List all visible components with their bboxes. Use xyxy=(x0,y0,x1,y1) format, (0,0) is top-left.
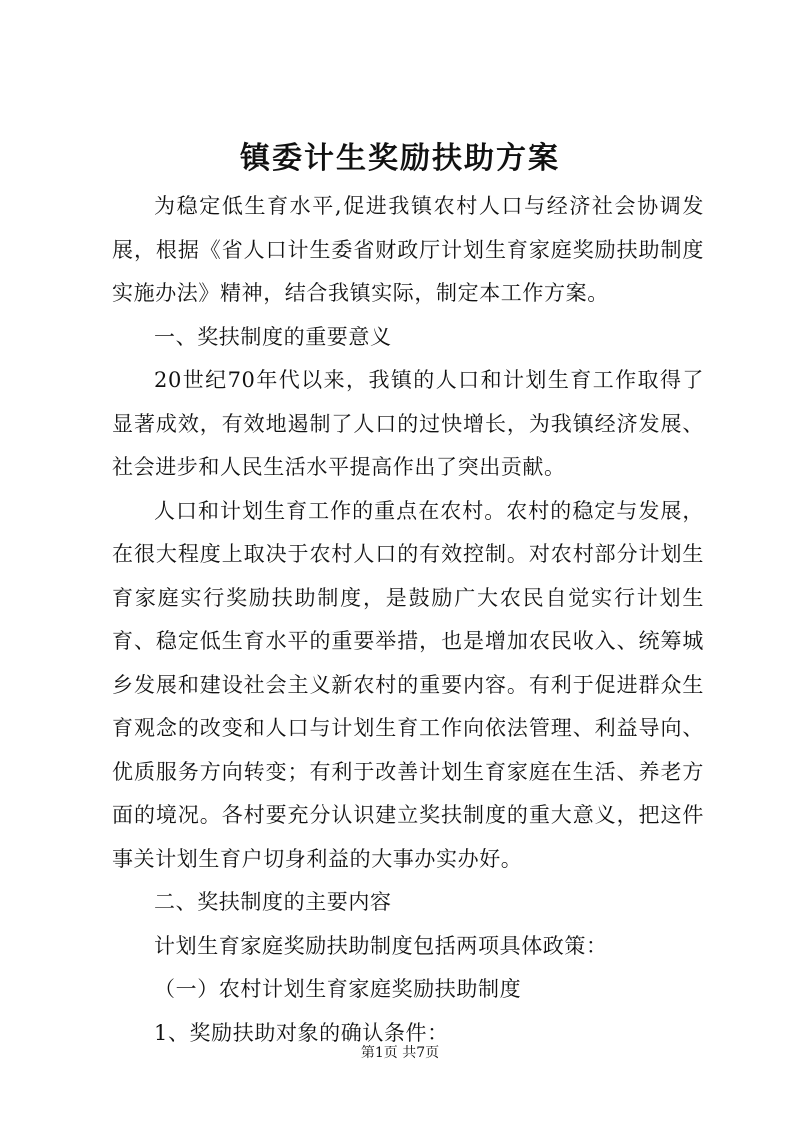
intro-paragraph: 为稳定低生育水平,促进我镇农村人口与经济社会协调发展，根据《省人口计生委省财政厅计划生育家庭奖励扶助制度实施办法》精神，结合我镇实际，制定本工作方案。 xyxy=(112,194,704,305)
document-body xyxy=(112,185,704,1055)
document-title: 镇委计生奖励扶助方案 xyxy=(240,141,560,176)
policy-overview-paragraph: 计划生育家庭奖励扶助制度包括两项具体政策： xyxy=(154,933,608,958)
subsection-heading-rural-reward: （一）农村计划生育家庭奖励扶助制度 xyxy=(154,977,522,1001)
rural-focus-paragraph: 人口和计划生育工作的重点在农村。农村的稳定与发展，在很大程度上取决于农村人口的有效控制。对农村部分计划生育家庭实行奖励扶助制度，是鼓励广大农民自觉实行计划生育、稳定低生育水平的重要举措，也是增加农民收入、统筹城乡发展和建设社会主义新农村的重要内容。有利于促进群众生育观念的改变和人口与计划生育工作向依法管理、利益导向、优质服务方向转变；有利于改善计划生育家庭在生活、养老方面的境况。各村要充分认识建立奖扶制度的重大意义，把这件事关计划生育户切身利益的大事办实办好。 xyxy=(112,498,704,871)
section-heading-significance: 一、奖扶制度的重要意义 xyxy=(154,324,392,349)
page-number-footer: 第1页 共7页 xyxy=(360,1045,440,1061)
section-heading-main-content: 二、奖扶制度的主要内容 xyxy=(154,890,392,914)
history-paragraph: 20世纪70年代以来，我镇的人口和计划生育工作取得了显著成效，有效地遏制了人口的过快增长，为我镇经济发展、社会进步和人民生活水平提高作出了突出贡献。 xyxy=(112,368,704,479)
item-heading-eligibility: 1、奖励扶助对象的确认条件： xyxy=(154,1020,449,1045)
